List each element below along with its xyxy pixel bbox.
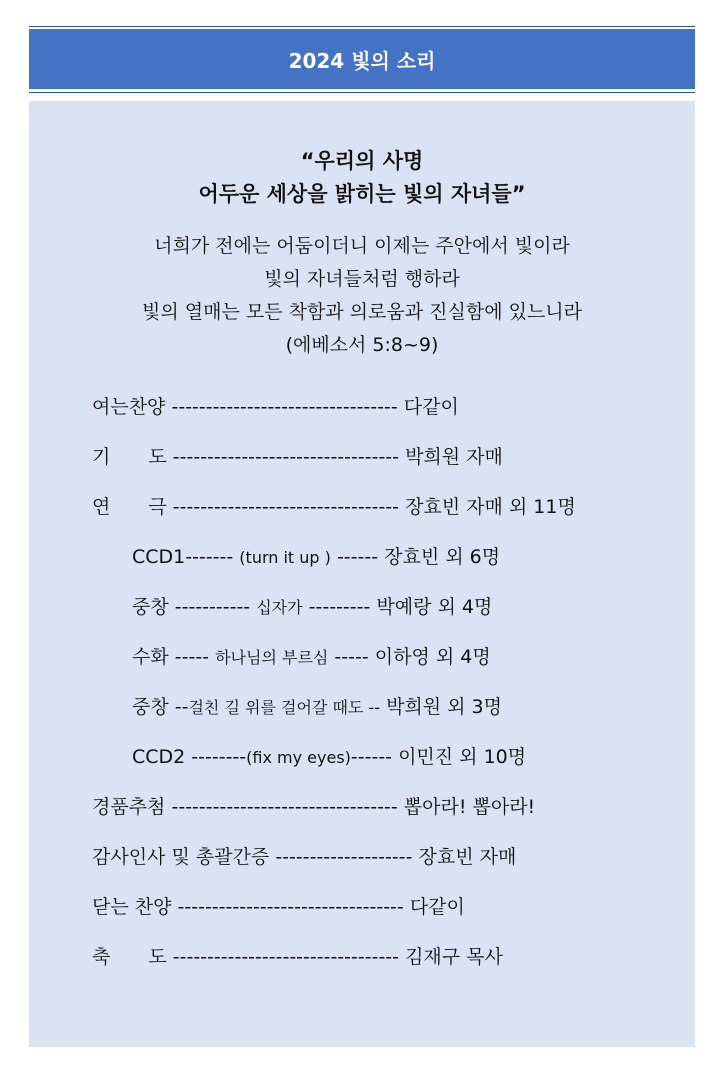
program-item: 연 극	[92, 496, 167, 518]
program-row	[92, 392, 459, 419]
program-item: CCD1-------	[132, 546, 234, 568]
verse-line-2: 빛의 자녀들처럼 행하라	[264, 268, 460, 290]
program-item: 기 도	[92, 446, 167, 468]
theme-line-2: 어두운 세상을 밝히는 빛의 자녀들”	[198, 182, 526, 206]
program-performer: 이민진 외 10명	[398, 746, 527, 768]
program-item: 여는찬양	[92, 396, 166, 418]
program-performer: 박희원 자매	[405, 446, 503, 468]
program-subrow	[132, 692, 502, 719]
verse-line-3: 빛의 열매는 모든 착함과 의로움과 진실함에 있느니라	[141, 301, 583, 323]
program-leader: --------------------	[275, 846, 413, 868]
program-item: 축 도	[92, 946, 167, 968]
program-leader: ---------	[308, 596, 371, 618]
header-banner	[29, 29, 695, 89]
program-performer: 장효빈 자매	[418, 846, 517, 868]
program-leader: ---------------------------------	[172, 446, 400, 468]
program-subrow	[132, 642, 491, 669]
program-item: 수화 -----	[132, 646, 210, 668]
program-subrow	[132, 592, 492, 619]
program-song-title: 걸친 길 위를 걸어갈 때도 --	[188, 698, 381, 717]
program-item: CCD2 --------	[132, 746, 247, 768]
verse-line-1: 너희가 전에는 어둠이더니 이제는 주안에서 빛이라	[154, 235, 570, 257]
header-bottom-rule	[29, 92, 695, 93]
program-leader: ---------------------------------	[177, 896, 404, 918]
program-item: 닫는 찬양	[92, 896, 172, 918]
program-performer: 박희원 외 3명	[386, 696, 503, 718]
program-item: 중창 -----------	[132, 596, 251, 618]
page-title: 2024 빛의 소리	[288, 48, 436, 73]
program-leader: -----	[334, 646, 369, 668]
program-row	[92, 492, 576, 519]
program-row	[92, 842, 516, 869]
header-top-rule	[29, 26, 695, 27]
program-performer: 장효빈 외 6명	[384, 546, 501, 568]
program-item: 중창 --	[132, 696, 189, 718]
program-performer: 뽑아라! 뽑아라!	[403, 796, 536, 818]
program-row	[92, 442, 503, 469]
theme-line-1: “우리의 사명	[300, 149, 424, 173]
program-song-title: 하나님의 부르심	[215, 648, 329, 667]
program-leader: ------	[336, 546, 379, 568]
program-performer: 장효빈 자매 외 11명	[405, 496, 576, 518]
program-row	[92, 942, 503, 969]
program-leader: ---------------------------------	[172, 946, 400, 968]
program-song-title: (turn it up )	[239, 548, 331, 567]
program-panel	[29, 101, 695, 1047]
program-item: 감사인사 및 총괄간증	[92, 846, 270, 868]
program-row	[92, 792, 535, 819]
verse-reference: (에베소서 5:8~9)	[285, 334, 439, 356]
program-song-title: 십자가	[256, 598, 303, 617]
program-leader: ------	[350, 746, 393, 768]
program-song-title: (fix my eyes)	[246, 748, 351, 767]
program-performer: 김재구 목사	[405, 946, 503, 968]
program-performer: 박예랑 외 4명	[376, 596, 493, 618]
program-leader: ---------------------------------	[171, 796, 398, 818]
program-item: 경품추첨	[92, 796, 166, 818]
program-row	[92, 892, 465, 919]
program-performer: 이하영 외 4명	[374, 646, 491, 668]
program-subrow	[132, 542, 500, 569]
program-leader: ---------------------------------	[172, 496, 400, 518]
program-performer: 다같이	[403, 396, 459, 418]
program-performer: 다같이	[409, 896, 465, 918]
program-subrow	[132, 742, 526, 769]
program-leader: ---------------------------------	[171, 396, 398, 418]
